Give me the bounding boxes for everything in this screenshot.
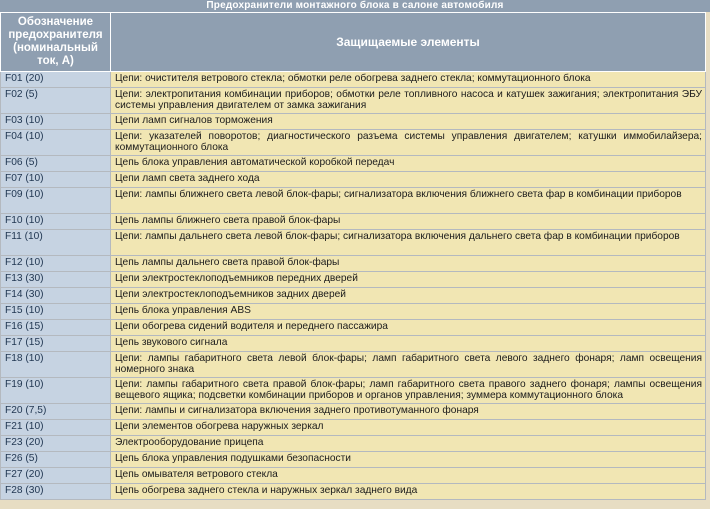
protected-elements-cell: Цепи: лампы габаритного света правой блок-фары; ламп габаритного света правого заднего фонаря; лампы освещения вещевого ящика; подсветки комбинации приборов и органов управления; зуммера коммутационного блока bbox=[111, 378, 706, 404]
header-fuse-designation: Обозначение предохранителя (номинальный ток, А) bbox=[1, 13, 111, 72]
table-row bbox=[1, 420, 706, 436]
fuse-code-cell: F18 (10) bbox=[1, 352, 111, 378]
fuse-code-cell: F01 (20) bbox=[1, 72, 111, 88]
table-row bbox=[1, 452, 706, 468]
fuse-table bbox=[0, 12, 706, 500]
fuse-code-cell: F10 (10) bbox=[1, 214, 111, 230]
protected-elements-cell: Цепи: указателей поворотов; диагностического разъема системы управления двигателем; катушки иммобилайзера; коммутационного блока bbox=[111, 130, 706, 156]
fuse-code-cell: F16 (15) bbox=[1, 320, 111, 336]
protected-elements-cell: Цепи: электропитания комбинации приборов; обмотки реле топливного насоса и катушек зажигания; электропитания ЭБУ системы управления двигателем от замка зажигания bbox=[111, 88, 706, 114]
protected-elements-cell: Цепь звукового сигнала bbox=[111, 336, 706, 352]
header-protected-elements: Защищаемые элементы bbox=[111, 13, 706, 72]
fuse-code-cell: F19 (10) bbox=[1, 378, 111, 404]
protected-elements-cell: Электрооборудование прицепа bbox=[111, 436, 706, 452]
table-row bbox=[1, 172, 706, 188]
protected-elements-cell: Цепи ламп сигналов торможения bbox=[111, 114, 706, 130]
fuse-code-cell: F11 (10) bbox=[1, 230, 111, 256]
table-row bbox=[1, 378, 706, 404]
fuse-code-cell: F04 (10) bbox=[1, 130, 111, 156]
table-row bbox=[1, 230, 706, 256]
table-row bbox=[1, 114, 706, 130]
table-row bbox=[1, 156, 706, 172]
protected-elements-cell: Цепь омывателя ветрового стекла bbox=[111, 468, 706, 484]
fuse-code-cell: F20 (7,5) bbox=[1, 404, 111, 420]
fuse-code-cell: F06 (5) bbox=[1, 156, 111, 172]
fuse-code-cell: F09 (10) bbox=[1, 188, 111, 214]
protected-elements-cell: Цепи: лампы габаритного света левой блок-фары; ламп габаритного света левого заднего фонаря; ламп освещения номерного знака bbox=[111, 352, 706, 378]
table-row bbox=[1, 130, 706, 156]
fuse-code-cell: F26 (5) bbox=[1, 452, 111, 468]
protected-elements-cell: Цепи электростеклоподъемников задних дверей bbox=[111, 288, 706, 304]
protected-elements-cell: Цепи: лампы дальнего света левой блок-фары; сигнализатора включения дальнего света фар в комбинации приборов bbox=[111, 230, 706, 256]
protected-elements-cell: Цепи: очистителя ветрового стекла; обмотки реле обогрева заднего стекла; коммутационного блока bbox=[111, 72, 706, 88]
fuse-code-cell: F03 (10) bbox=[1, 114, 111, 130]
table-row bbox=[1, 336, 706, 352]
protected-elements-cell: Цепь лампы ближнего света правой блок-фары bbox=[111, 214, 706, 230]
table-row bbox=[1, 72, 706, 88]
protected-elements-cell: Цепь блока управления ABS bbox=[111, 304, 706, 320]
table-body bbox=[1, 72, 706, 500]
protected-elements-cell: Цепи ламп света заднего хода bbox=[111, 172, 706, 188]
fuse-code-cell: F23 (20) bbox=[1, 436, 111, 452]
table-row bbox=[1, 404, 706, 420]
table-row bbox=[1, 320, 706, 336]
table-header bbox=[1, 13, 706, 72]
table-row bbox=[1, 272, 706, 288]
protected-elements-cell: Цепи электростеклоподъемников передних дверей bbox=[111, 272, 706, 288]
fuse-code-cell: F15 (10) bbox=[1, 304, 111, 320]
protected-elements-cell: Цепь блока управления подушками безопасности bbox=[111, 452, 706, 468]
table-row bbox=[1, 256, 706, 272]
table-row bbox=[1, 468, 706, 484]
table-row bbox=[1, 188, 706, 214]
protected-elements-cell: Цепь обогрева заднего стекла и наружных зеркал заднего вида bbox=[111, 484, 706, 500]
fuse-code-cell: F21 (10) bbox=[1, 420, 111, 436]
table-row bbox=[1, 352, 706, 378]
fuse-code-cell: F13 (30) bbox=[1, 272, 111, 288]
fuse-code-cell: F27 (20) bbox=[1, 468, 111, 484]
table-title: Предохранители монтажного блока в салоне автомобиля bbox=[0, 0, 710, 12]
table-row bbox=[1, 214, 706, 230]
protected-elements-cell: Цепи обогрева сидений водителя и переднего пассажира bbox=[111, 320, 706, 336]
fuse-code-cell: F02 (5) bbox=[1, 88, 111, 114]
fuse-code-cell: F07 (10) bbox=[1, 172, 111, 188]
table-row bbox=[1, 436, 706, 452]
table-row bbox=[1, 88, 706, 114]
protected-elements-cell: Цепь блока управления автоматической коробкой передач bbox=[111, 156, 706, 172]
header-row bbox=[1, 13, 706, 72]
table-row bbox=[1, 304, 706, 320]
fuse-code-cell: F28 (30) bbox=[1, 484, 111, 500]
protected-elements-cell: Цепи элементов обогрева наружных зеркал bbox=[111, 420, 706, 436]
fuse-code-cell: F14 (30) bbox=[1, 288, 111, 304]
fuse-code-cell: F12 (10) bbox=[1, 256, 111, 272]
table-row bbox=[1, 484, 706, 500]
fuse-code-cell: F17 (15) bbox=[1, 336, 111, 352]
protected-elements-cell: Цепи: лампы и сигнализатора включения заднего противотуманного фонаря bbox=[111, 404, 706, 420]
table-row bbox=[1, 288, 706, 304]
protected-elements-cell: Цепи: лампы ближнего света левой блок-фары; сигнализатора включения ближнего света фар в комбинации приборов bbox=[111, 188, 706, 214]
protected-elements-cell: Цепь лампы дальнего света правой блок-фары bbox=[111, 256, 706, 272]
